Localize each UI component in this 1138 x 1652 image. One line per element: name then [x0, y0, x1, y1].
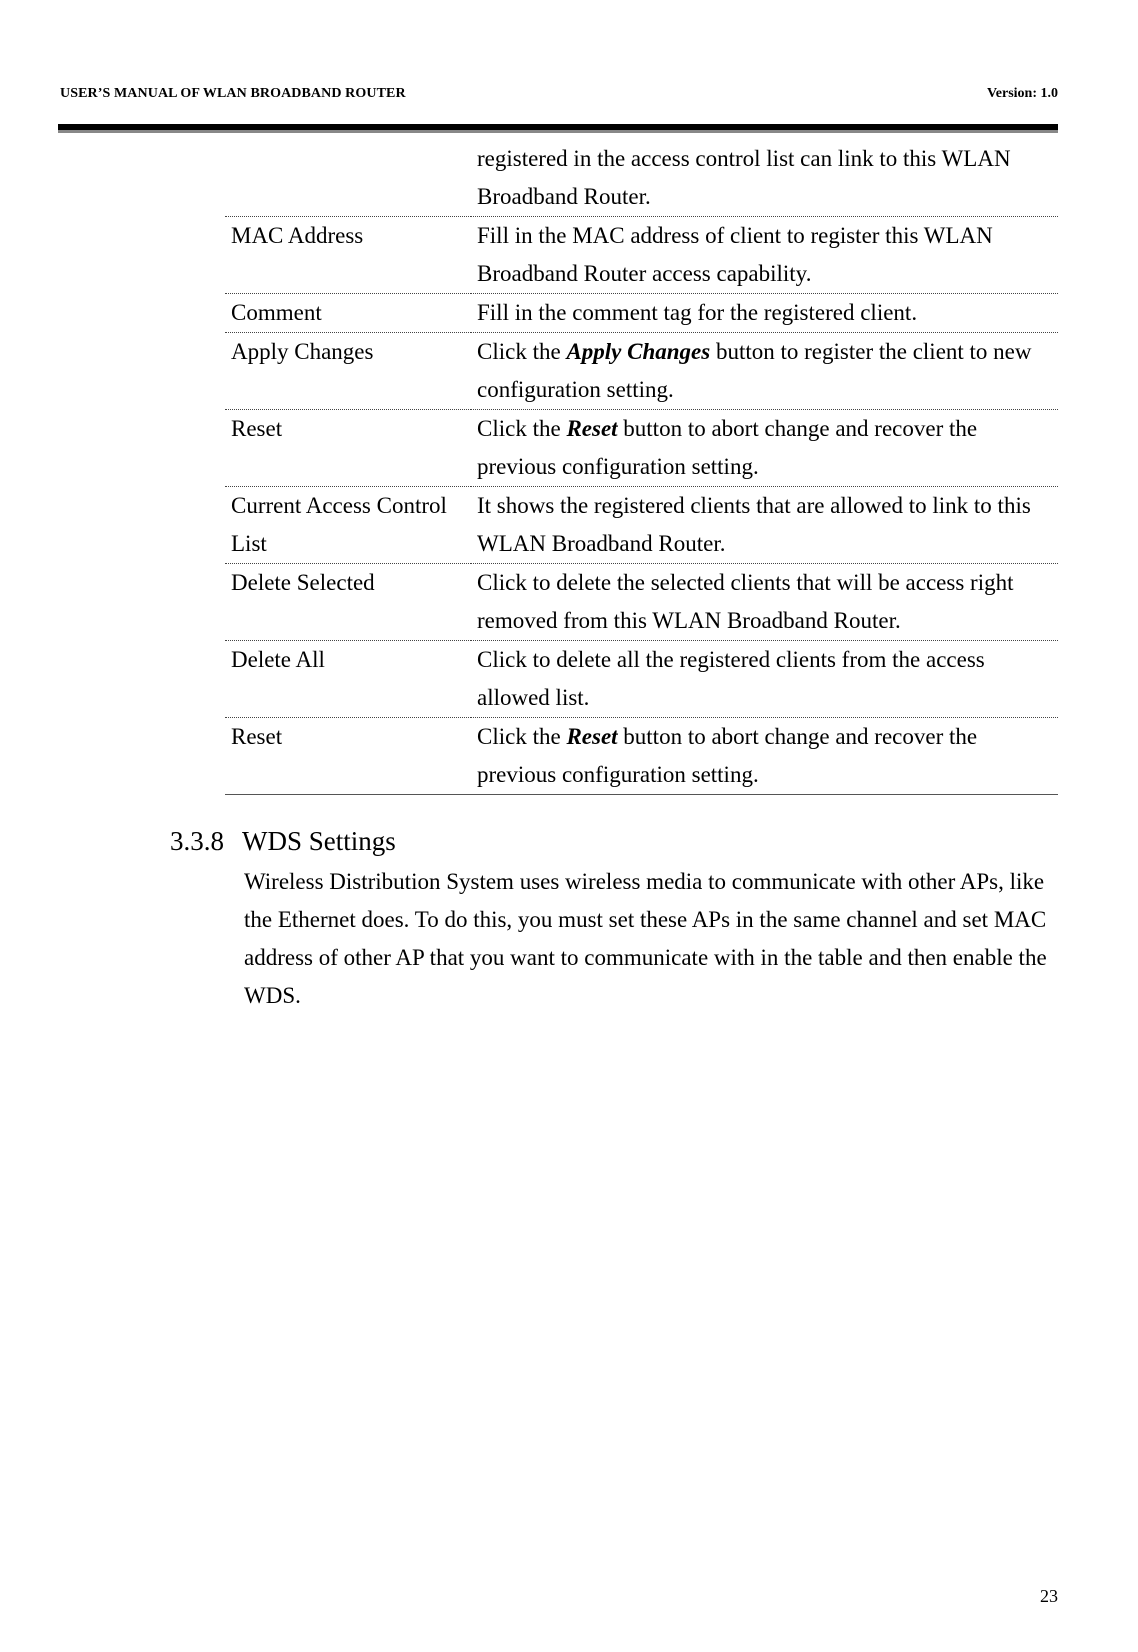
- description-cell: Click to delete all the registered clients from the access allowed list.: [477, 647, 985, 710]
- desc-emphasis: Reset: [566, 724, 618, 749]
- section-number: 3.3.8: [170, 826, 224, 856]
- table-row: [225, 564, 1058, 641]
- table-row: [225, 641, 1058, 718]
- header-title: USER’S MANUAL OF WLAN BROADBAND ROUTER: [60, 86, 406, 101]
- desc-prefix: Click the: [477, 724, 567, 749]
- table-row: [225, 217, 1058, 294]
- description-cell: [471, 718, 1058, 795]
- description-cell: Click to delete the selected clients that will be access right removed from this WLAN Broadband Router.: [477, 570, 1014, 633]
- table-row: [225, 487, 1058, 564]
- term-cell: [225, 140, 471, 217]
- description-cell: Fill in the comment tag for the registered client.: [477, 300, 918, 325]
- description-cell: registered in the access control list can link to this WLAN Broadband Router.: [477, 146, 1011, 209]
- term-cell: Current Access Control List: [231, 493, 447, 556]
- table-row: [225, 140, 1058, 217]
- section-heading: [170, 826, 396, 857]
- table-row: [225, 294, 1058, 333]
- table-row: [225, 718, 1058, 795]
- header-rule: [58, 124, 1058, 133]
- desc-emphasis: Apply Changes: [566, 339, 711, 364]
- description-table: [225, 140, 1058, 795]
- section-body: Wireless Distribution System uses wireless media to communicate with other APs, like the Ethernet does. To do this, you must set these APs in the same channel and set MAC address of other AP that you want to communicate with in the table and then enable the WDS.: [244, 869, 1047, 1008]
- table-row: [225, 410, 1058, 487]
- table-row: [225, 333, 1058, 410]
- desc-prefix: Click the: [477, 339, 567, 364]
- page-number: 23: [1040, 1586, 1058, 1606]
- desc-prefix: Click the: [477, 416, 567, 441]
- term-cell: Delete All: [231, 647, 325, 672]
- term-cell: Reset: [231, 724, 283, 749]
- term-cell: Delete Selected: [231, 570, 375, 595]
- description-cell: [471, 333, 1058, 410]
- desc-emphasis: Reset: [566, 416, 618, 441]
- desc-suffix: button to abort change and recover the previous configuration setting.: [477, 724, 978, 787]
- description-cell: It shows the registered clients that are allowed to link to this WLAN Broadband Router.: [477, 493, 1031, 556]
- description-cell: Fill in the MAC address of client to register this WLAN Broadband Router access capability.: [477, 223, 993, 286]
- header-version: Version: 1.0: [986, 86, 1058, 101]
- term-cell: Comment: [231, 300, 322, 325]
- description-cell: [471, 410, 1058, 487]
- term-cell: Reset: [231, 416, 283, 441]
- desc-suffix: button to abort change and recover the previous configuration setting.: [477, 416, 978, 479]
- section-title: WDS Settings: [242, 826, 396, 856]
- term-cell: Apply Changes: [231, 339, 374, 364]
- term-cell: MAC Address: [231, 223, 364, 248]
- desc-suffix: button to register the client to new configuration setting.: [477, 339, 1032, 402]
